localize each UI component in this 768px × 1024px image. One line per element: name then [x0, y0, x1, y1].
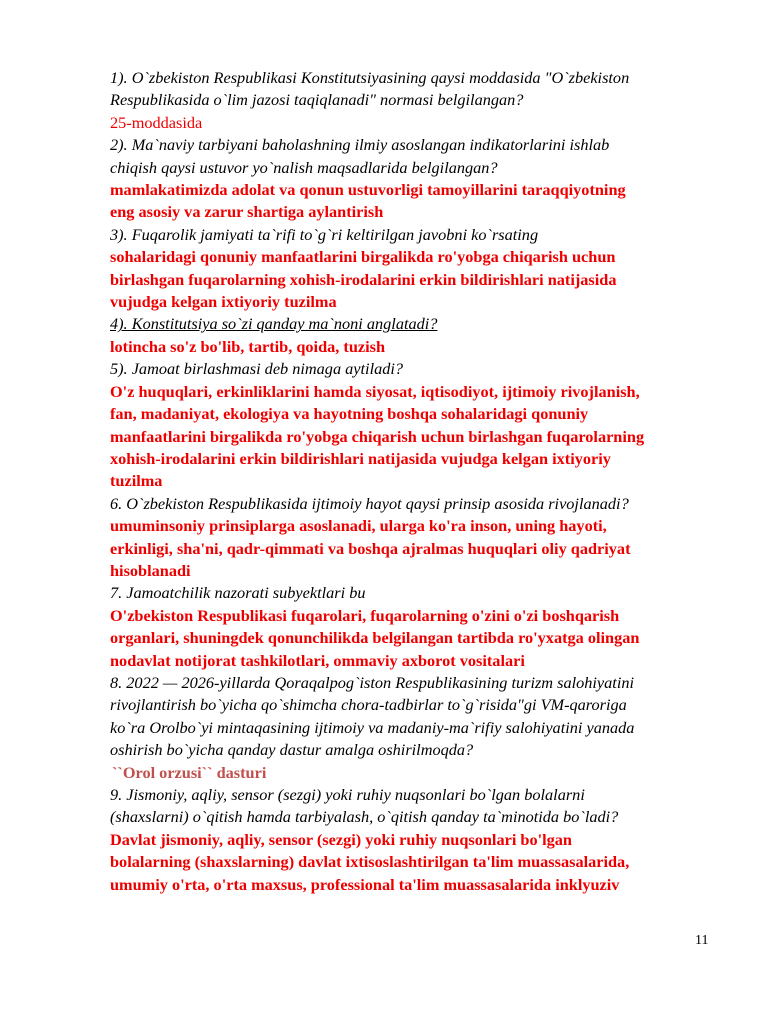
- answer-line: Davlat jismoniy, aqliy, sensor (sezgi) yoki ruhiy nuqsonlari bo'lgan: [110, 829, 572, 849]
- question-block: [110, 672, 710, 762]
- answer-line: xohish-irodalarini erkin bildirishlari natijasida vujudga kelgan ixtiyoriy: [110, 448, 611, 468]
- answer-block: [110, 179, 710, 224]
- answer-line: nodavlat notijorat tashkilotlari, ommaviy axborot vositalari: [110, 650, 525, 670]
- answer-line: tuzilma: [110, 471, 163, 491]
- answer-block: [110, 336, 710, 358]
- question-line: Respublikasida o`lim jazosi taqiqlanadi" normasi belgilangan?: [110, 90, 524, 110]
- question-line: 5). Jamoat birlashmasi deb nimaga aytiladi?: [110, 359, 404, 379]
- question-line: 3). Fuqarolik jamiyati ta`rifi to`g`ri keltirilgan javobni ko`rsating: [110, 224, 539, 244]
- question-block: [110, 493, 710, 515]
- question-line: oshirish bo`yicha qanday dastur amalga oshirilmoqda?: [110, 740, 474, 760]
- question-line: ko`ra Orolbo`yi mintaqasining ijtimoiy va madaniy-ma`rifiy salohiyatini yanada: [110, 717, 635, 737]
- answer-line: manfaatlarini birgalikda ro'yobga chiqarish uchun birlashgan fuqarolarning: [110, 426, 645, 446]
- question-line: 7. Jamoatchilik nazorati subyektlari bu: [110, 583, 366, 603]
- question-line: 6. O`zbekiston Respublikasida ijtimoiy hayot qaysi prinsip asosida rivojlanadi?: [110, 493, 629, 513]
- question-line: chiqish qaysi ustuvor yo`nalish maqsadlarida belgilangan?: [110, 157, 498, 177]
- question-block: [110, 313, 710, 335]
- question-line: 9. Jismoniy, aqliy, sensor (sezgi) yoki ruhiy nuqsonlari bo`lgan bolalarni: [110, 785, 585, 804]
- answer-line: mamlakatimizda adolat va qonun ustuvorligi tamoyillarini taraqqiyotning: [110, 180, 626, 200]
- answer-block: [110, 246, 710, 313]
- question-line: 8. 2022 — 2026-yillarda Qoraqalpog`iston Respublikasining turizm salohiyatini: [110, 672, 635, 692]
- answer-block: [110, 829, 710, 896]
- answer-line: sohalaridagi qonuniy manfaatlarini birgalikda ro'yobga chiqarish uchun: [110, 247, 616, 267]
- answer-line: hisoblanadi: [110, 560, 191, 580]
- answer-line: O'z huquqlari, erkinliklarini hamda siyosat, iqtisodiyot, ijtimoiy rivojlanish,: [110, 381, 640, 401]
- question-line: rivojlantirish bo`yicha qo`shimcha chora-tadbirlar to`g`risida"gi VM-qaroriga: [110, 695, 627, 715]
- question-line: (shaxslarni) o`qitish hamda tarbiyalash, o`qitish qanday ta`minotida bo`ladi?: [110, 807, 619, 827]
- question-line: 1). O`zbekiston Respublikasi Konstitutsiyasining qaysi moddasida "O`zbekiston: [110, 68, 630, 87]
- question-block: [110, 784, 710, 829]
- answer-block: [110, 762, 710, 784]
- question-block: [110, 67, 710, 112]
- question-block: [110, 224, 710, 246]
- answer-line: lotincha so'z bo'lib, tartib, qoida, tuzish: [110, 336, 386, 356]
- answer-line: O'zbekiston Respublikasi fuqarolari, fuqarolarning o'zini o'zi boshqarish: [110, 605, 620, 625]
- answer-line: bolalarning (shaxslarning) davlat ixtisoslashtirilgan ta'lim muassasalarida,: [110, 852, 630, 872]
- answer-line: organlari, shuningdek qonunchilikda belgilangan tartibda ro'yxatga olingan: [110, 628, 640, 648]
- answer-line: 25-moddasida: [110, 112, 203, 132]
- answer-block: [110, 515, 710, 582]
- answer-line: umuminsoniy prinsiplarga asoslanadi, ularga ko'ra inson, uning hayoti,: [110, 516, 607, 536]
- question-line: 2). Ma`naviy tarbiyani baholashning ilmiy asoslangan indikatorlarini ishlab: [110, 135, 610, 155]
- qa-content: [110, 67, 710, 896]
- answer-line: birlashgan fuqarolarning xohish-irodalarini erkin bildirishlari natijasida: [110, 269, 617, 289]
- answer-block: [110, 605, 710, 672]
- answer-line: fan, madaniyat, ekologiya va hayotning boshqa sohalaridagi qonuniy: [110, 404, 589, 424]
- answer-line: erkinligi, sha'ni, qadr-qimmati va boshqa ajralmas huquqlari oliy qadriyat: [110, 538, 631, 558]
- answer-line: umumiy o'rta, o'rta maxsus, professional ta'lim muassasalarida inklyuziv: [110, 874, 620, 894]
- answer-block: [110, 381, 710, 493]
- answer-block: [110, 112, 710, 134]
- question-block: [110, 358, 710, 380]
- question-block: [110, 582, 710, 604]
- answer-line: vujudga kelgan ixtiyoriy tuzilma: [110, 292, 337, 312]
- answer-line: eng asosiy va zarur shartiga aylantirish: [110, 202, 384, 222]
- answer-line: ``Orol orzusi`` dasturi: [112, 762, 267, 782]
- page-number: 11: [695, 933, 709, 948]
- question-block: [110, 134, 710, 179]
- question-line: 4). Konstitutsiya so`zi qanday ma`noni anglatadi?: [110, 314, 438, 334]
